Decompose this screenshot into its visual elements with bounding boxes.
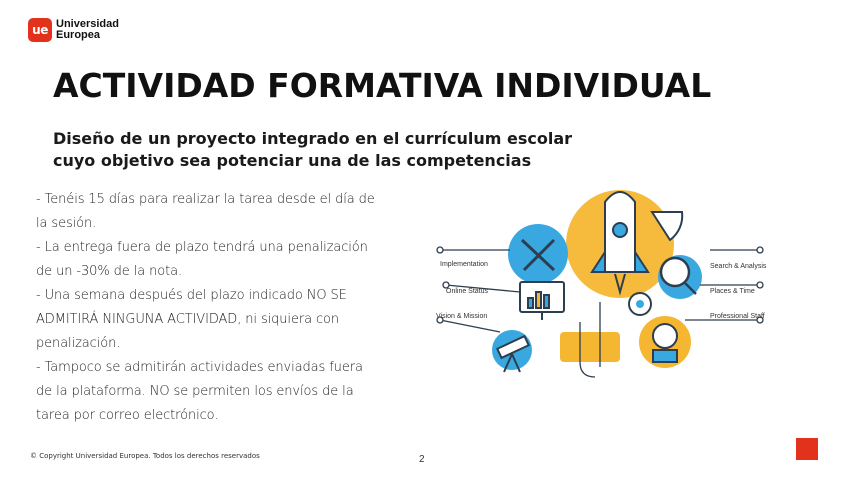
instruction-item: - Tenéis 15 días para realizar la tarea desde el día de la sesión. — [36, 192, 375, 231]
university-logo — [28, 18, 119, 42]
copyright-footer: © Copyright Universidad Europea. Todos los derechos reservados — [30, 452, 260, 460]
subtitle-line-2: cuyo objetivo sea potenciar una de las competencias — [53, 151, 532, 170]
monitor-chart-icon — [520, 282, 564, 320]
label-professional-staff: Professional Staff — [710, 313, 765, 320]
ue-logo-icon: ue — [28, 18, 52, 42]
label-vision-mission: Vision & Mission — [436, 313, 488, 320]
label-online-status: Online Status — [446, 288, 489, 295]
brand-corner-square — [796, 438, 818, 460]
instruction-item: - La entrega fuera de plazo tendrá una penalización de un -30% de la nota. — [36, 240, 368, 279]
staff-avatar-icon — [653, 324, 677, 362]
subtitle-line-1: Diseño de un proyecto integrado en el currículum escolar — [53, 129, 573, 148]
slide-title: ACTIVIDAD FORMATIVA INDIVIDUAL — [53, 66, 712, 105]
logo-line-1: Universidad — [56, 18, 119, 30]
label-implementation: Implementation — [440, 261, 488, 268]
instruction-item: - Tampoco se admitirán actividades enviadas fuera de la plataforma. NO se permiten los envíos de la tarea por correo electrónico. — [36, 360, 363, 423]
project-illustration — [420, 182, 780, 382]
slide-subtitle — [53, 128, 573, 172]
logo-line-2: Europea — [56, 29, 101, 41]
label-places-time: Places & Time — [710, 288, 755, 295]
page-number: 2 — [419, 454, 425, 465]
instruction-item: - Una semana después del plazo indicado NO SE ADMITIRÁ NINGUNA ACTIVIDAD, ni siquiera con penalización. — [36, 288, 347, 351]
instructions-list — [36, 188, 376, 428]
logo-wordmark — [56, 19, 119, 41]
label-search-analysis: Search & Analysis — [710, 263, 767, 270]
yellow-block-bottom — [560, 332, 620, 362]
